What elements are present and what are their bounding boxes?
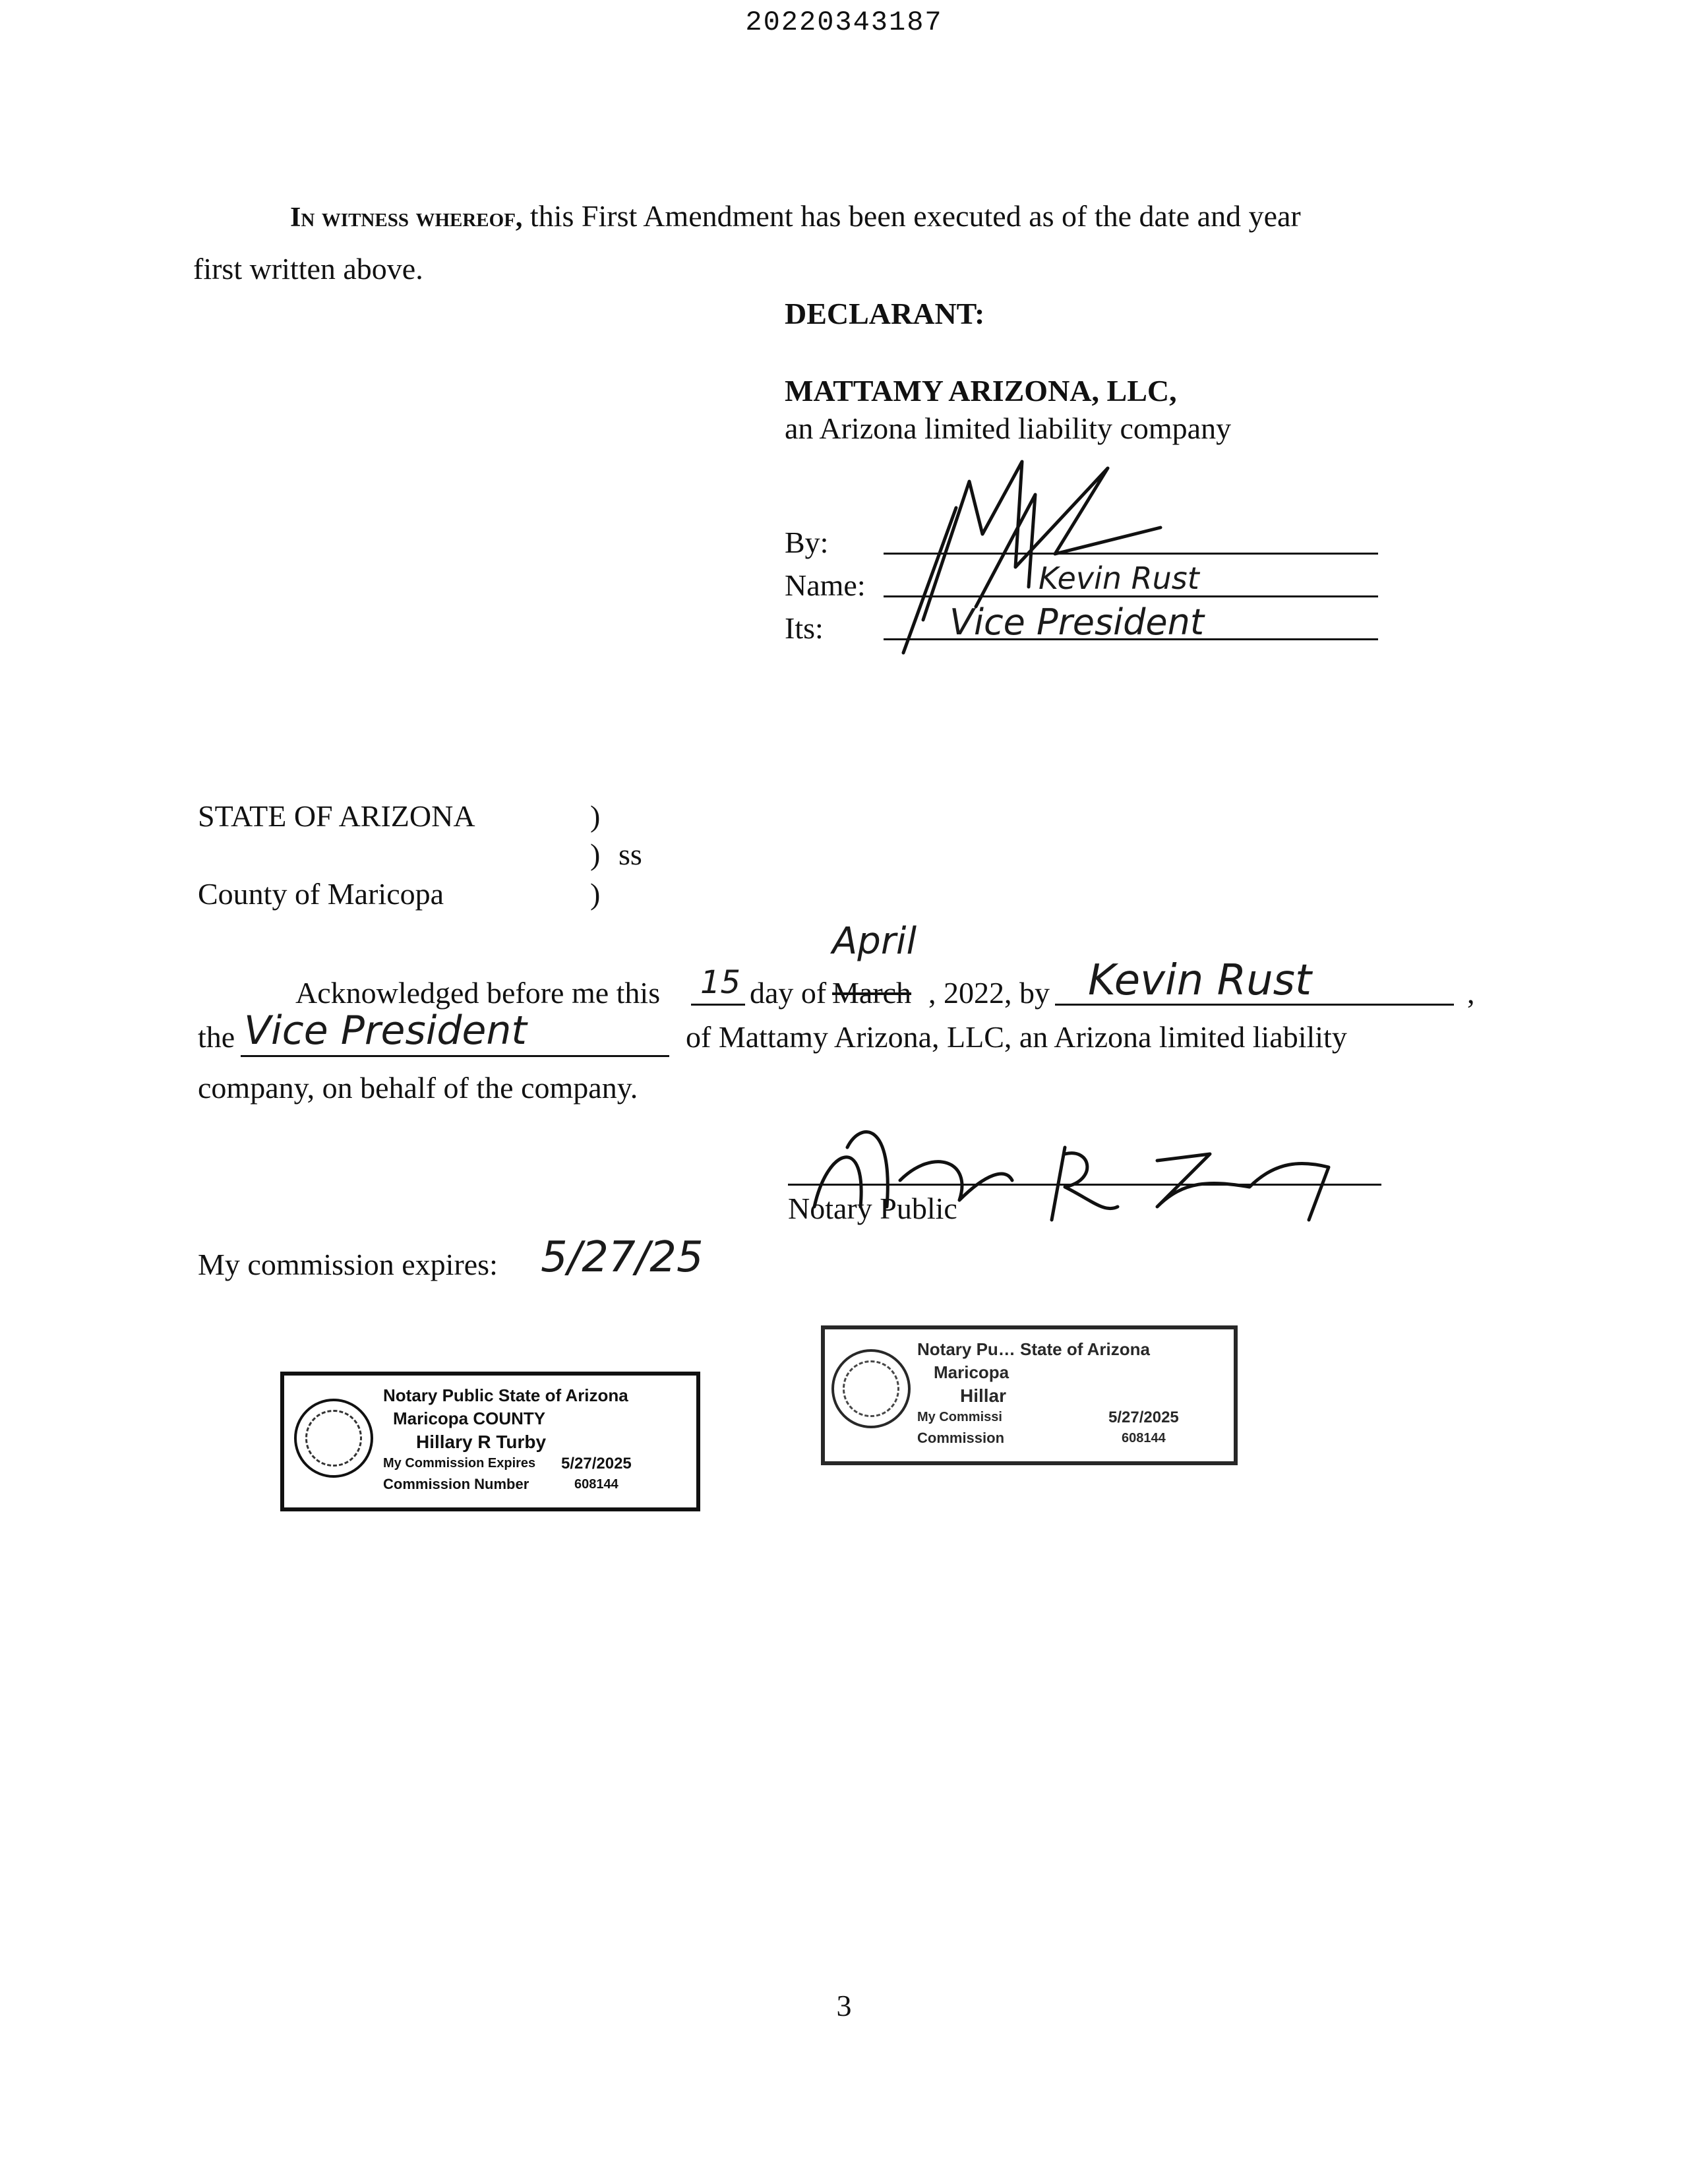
declarant-heading: DECLARANT: [785, 297, 985, 330]
stamp-right-line4b: 5/27/2025 [1108, 1409, 1179, 1426]
declarant-company-desc: an Arizona limited liability company [785, 411, 1232, 445]
page-number: 3 [836, 1989, 852, 2022]
ack-person-handwritten: Kevin Rust [1088, 956, 1312, 1005]
by-label: By: [785, 526, 829, 559]
venue-paren-2: ) [590, 837, 601, 871]
commission-value-handwritten: 5/27/25 [541, 1233, 704, 1282]
declarant-company: MATTAMY ARIZONA, LLC, [785, 374, 1177, 408]
seal-icon [831, 1349, 911, 1428]
stamp-right-line5b: 608144 [1122, 1431, 1166, 1445]
ack-title-handwritten: Vice President [244, 1008, 527, 1054]
ack-title-line [241, 1055, 669, 1057]
stamp-left-line5a: Commission Number [383, 1476, 529, 1492]
stamp-left-line4b: 5/27/2025 [561, 1455, 632, 1472]
stamp-right-line5a: Commission [917, 1430, 1005, 1446]
ack-the: the [198, 1020, 235, 1054]
notary-label: Notary Public [788, 1192, 957, 1225]
ack-month-struck: March [832, 976, 912, 1010]
witness-lead: In witness whereof, [290, 202, 523, 233]
stamp-right-line2: Maricopa [934, 1362, 1010, 1382]
witness-text-1: this First Amendment has been executed as of the date and year [529, 199, 1301, 233]
notary-stamp-right [821, 1325, 1238, 1465]
venue-paren-1: ) [590, 799, 601, 833]
witness-line-1 [290, 198, 1301, 234]
ack-text-5: company, on behalf of the company. [198, 1071, 638, 1105]
stamp-left-line1: Notary Public State of Arizona [383, 1385, 628, 1405]
commission-label: My commission expires: [198, 1248, 498, 1281]
stamp-right-line1: Notary Pu… State of Arizona [917, 1339, 1150, 1359]
ack-day-handwritten: 15 [700, 964, 741, 1001]
stamp-left-line2: Maricopa COUNTY [393, 1409, 546, 1428]
witness-text-2: first written above. [193, 252, 423, 286]
ack-comma: , [1467, 976, 1475, 1010]
stamp-left-line4a: My Commission Expires [383, 1456, 536, 1471]
notary-stamp-left [280, 1372, 700, 1511]
stamp-left-line5b: 608144 [574, 1477, 618, 1492]
declarant-name-handwritten: Kevin Rust [1039, 561, 1199, 596]
ack-day-line [691, 1004, 745, 1006]
venue-ss: ss [618, 837, 642, 871]
ack-text-4: of Mattamy Arizona, LLC, an Arizona limited liability [686, 1020, 1347, 1054]
seal-icon [294, 1399, 373, 1478]
ack-text-1: Acknowledged before me this [295, 976, 661, 1010]
its-label: Its: [785, 611, 824, 645]
document-number: 20220343187 [745, 7, 943, 38]
declarant-title-handwritten: Vice President [950, 601, 1205, 643]
stamp-left-line3: Hillary R Turby [416, 1432, 547, 1452]
notary-signature-line [788, 1184, 1381, 1186]
venue-state: STATE OF ARIZONA [198, 799, 475, 833]
stamp-right-line4a: My Commissi [917, 1410, 1002, 1424]
venue-county: County of Maricopa [198, 877, 444, 911]
ack-text-3: , 2022, by [928, 976, 1050, 1010]
name-label: Name: [785, 568, 866, 602]
ack-text-2: day of [750, 976, 827, 1010]
venue-paren-3: ) [590, 877, 601, 911]
stamp-right-line3: Hillar [960, 1385, 1007, 1406]
ack-month-handwritten: April [832, 920, 917, 963]
